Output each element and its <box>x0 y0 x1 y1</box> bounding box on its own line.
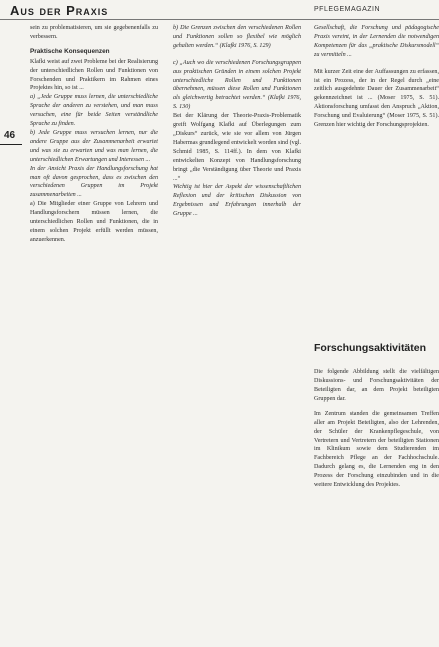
column1-paragraph: Klafki weist auf zwei Probleme bei der Realisierung der unterschiedlichen Rollen und Funktionen von Forschenden und Praktikern im Rahmen eines Projektes hin, so ist ... <box>30 58 158 92</box>
column1-paragraph: a) Die Mitglieder einer Gruppe von Lehrern und Handlungsforschern müssen lernen, die unterschiedlichen Rollen und Funktionen, die in einem solchen Projekt erfüllt werden müssen, anzuerkennen. <box>30 201 158 243</box>
column2-paragraph: Bei der Klärung der Theorie-Praxis-Problematik greift Wolfgang Klafki auf Überlegungen zum „Diskurs“ zurück, wie sie vor allem von Jürgen Habermas grundlegend entwickelt worden sind (vgl. Schmid 1985, S. 114ff.). In dem von Klafki entwickelten Konzept von Handlungsforschung bringt „die Verständigung über Theorie und Praxis ...“ <box>173 113 301 182</box>
column3-paragraph: Im Zentrum standen die gemeinsamen Treffen aller am Projekt Beteiligten, also der Lehrenden, der Schüler der Krankenpflegeschule, von Vertretern und Vertretern der beteiligten Stationen im Klinikum sowie dem Studierenden im Fachbereich Pflege an der Fachhochschule. Dadurch gelang es, die Lernenden eng in den Prozess der Forschung einzubinden und in die weitere Entwicklung des Projektes. <box>314 410 439 489</box>
subheading-praktische-konsequenzen: Praktische Konsequenzen <box>30 47 110 55</box>
page-number: 46 <box>4 130 16 141</box>
header-rule <box>0 19 439 20</box>
column2-paragraph: Wichtig ist hier der Aspekt der wissenschaftlichen Reflexion und der kritischen Diskussion von Ergebnissen und Erfahrungen innerhalb der Gruppe ... <box>173 184 301 218</box>
column3-paragraph: Mit kurzer Zeit eine der Auffassungen zu erfassen, ist ein Prozess, der in der Regel durch „eine zeitlich ausgedehnte Dauer der Zusammenarbeit“ gekennzeichnet ist ... (Moser 1975, S. 51). Aktionsforschung umfasst den Anspruch „Aktion, Forschung und Evaluierung“ (Moser 1975, S. 51). Grenzen hier wichtig der Forschungsprojekten. <box>314 68 439 129</box>
column-2 <box>173 24 301 644</box>
column2-quote: b) Die Grenzen zwischen den verschiedenen Rollen und Funktionen sollen so flexibel wie möglich gehalten werden.“ (Klafki 1976, S. 129) <box>173 25 301 49</box>
column3-paragraph: Gesellschaft, die Forschung und pädagogische Praxis vereint, in der Lernenden die notwendigen Kompetenzen für das „praktische Diskursmodell“ zu vermitteln ... <box>314 25 439 58</box>
issue-info: PFLEGEMAGAZIN <box>314 6 381 13</box>
column3-paragraph: Die folgende Abbildung stellt die vielfältigen Diskussions- und Forschungsaktivitäten der Beteiligten dar, an dem Projekt beteiligten Gruppen dar. <box>314 369 439 402</box>
column-3-lower <box>314 362 439 647</box>
column1-quote-a: a) „Jede Gruppe muss lernen, die unterschiedliche Sprache der anderen zu verstehen, und man muss versuchen, eine für beide Seiten verständliche Sprache zu finden. <box>30 94 158 128</box>
column1-quote-b: b) Jede Gruppe muss versuchen lernen, nur die andere Gruppe aus der Zusammenarbeit erwartet und was sie zu erwarten und was man lernen, die unterschiedlichen Erwartungen und Interessen ... <box>30 129 158 163</box>
page-number-rule <box>0 144 22 145</box>
column-3-upper <box>314 24 439 336</box>
column2-quote: c) „Auch wo die verschiedenen Forschungsgruppen aus praktischen Gründen in einem solchen Projekt unterschiedliche Rollen und Funktionen übernehmen, müssen diese Rollen und Funktionen als gleichwertig betrachtet werden.“ (Klafki 1976, S. 130) <box>173 59 301 111</box>
column-1 <box>30 24 158 644</box>
section-title: Aus der Praxis <box>10 3 109 18</box>
heading-forschungsaktivitaeten: Forschungsaktivitäten <box>314 342 427 354</box>
column1-intro: sein zu problematisieren, um sie gegebenenfalls zu verbessern. <box>30 25 158 40</box>
page-header <box>0 0 439 22</box>
column1-paragraph: In der Ansicht Praxis der Handlungsforschung hat man oft davon gesprochen, dass es zwischen den verschiedenen Gruppen im Projekt zusammenarbeiten ... <box>30 165 158 199</box>
